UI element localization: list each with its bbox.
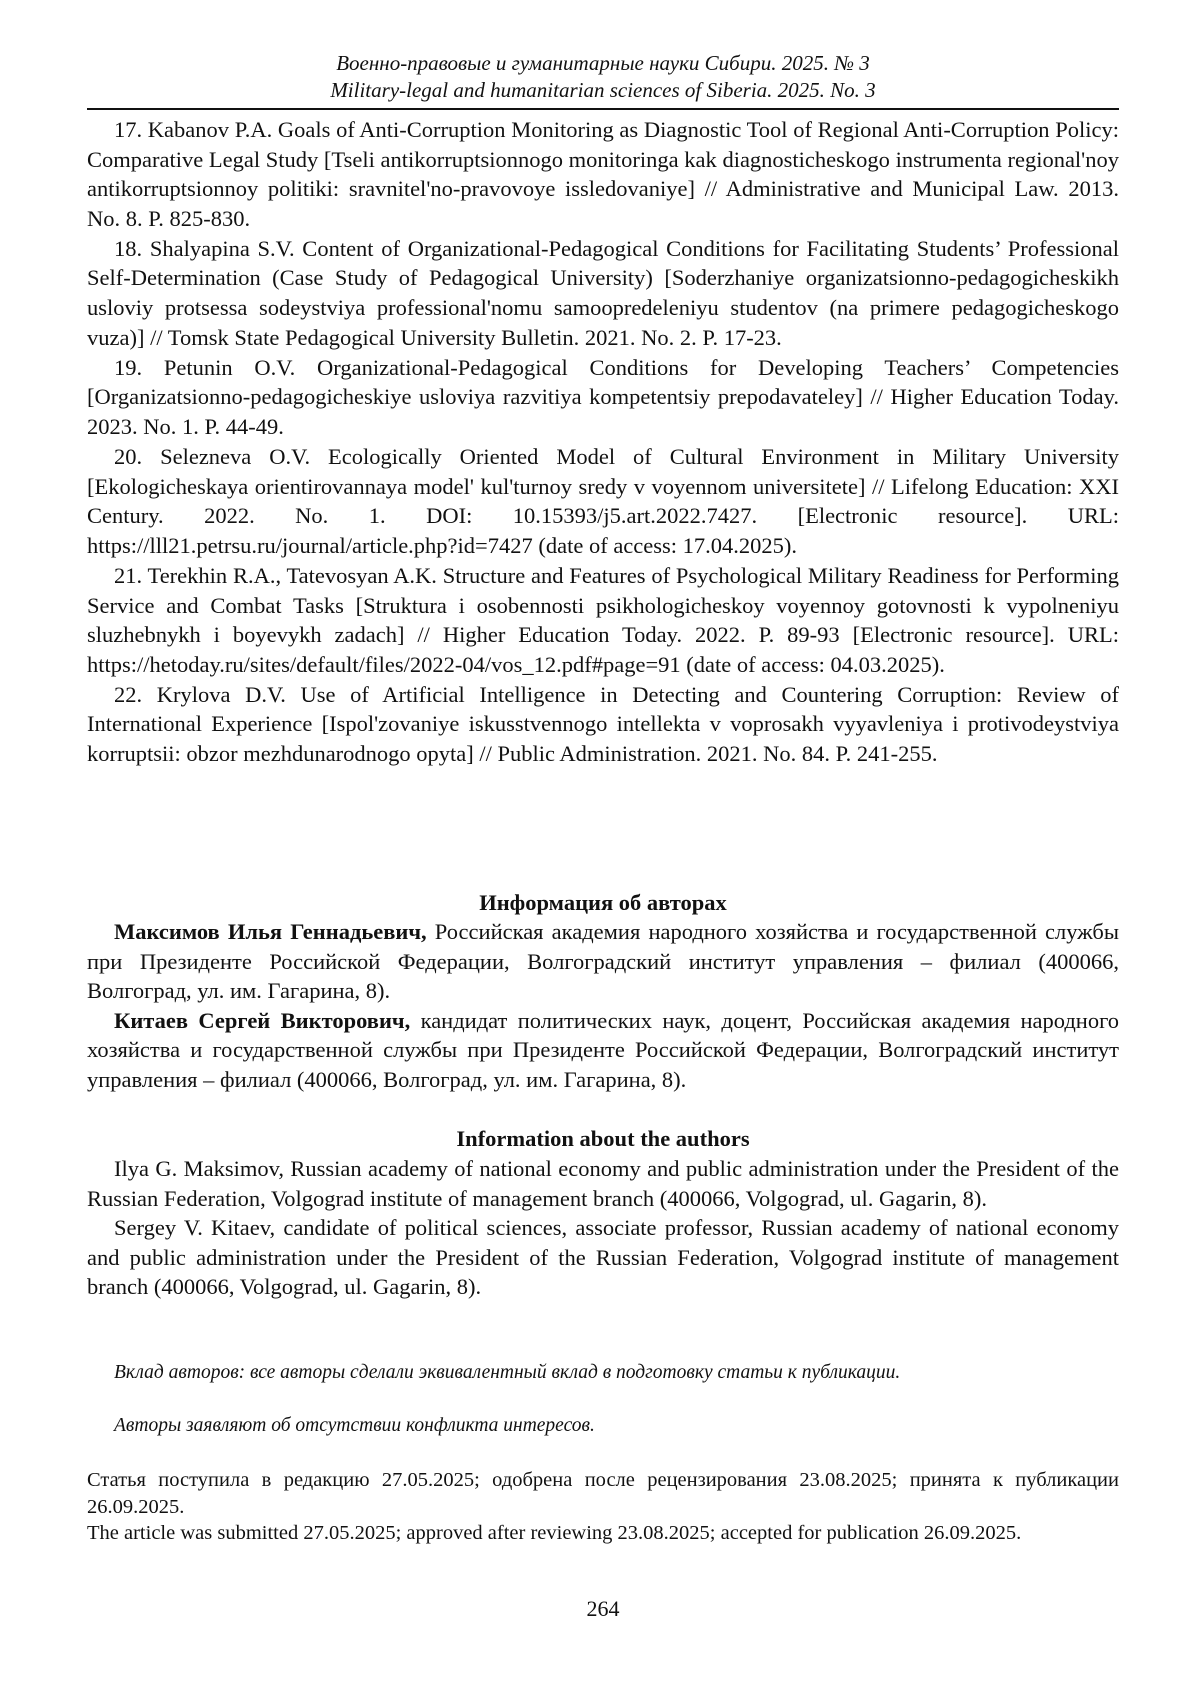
page-number: 264	[586, 1596, 620, 1621]
authors-info-ru-heading: Информация об авторах	[479, 890, 727, 915]
journal-title-en: Military-legal and humanitarian sciences of Siberia. 2025. No. 3	[330, 78, 876, 102]
author-name: Китаев Сергей Викторович,	[114, 1007, 411, 1033]
reference-item: 19. Petunin O.V. Organizational-Pedagogical Conditions for Developing Teachers’ Competencies [Organizatsionno-pedagogicheskiye usloviya razvitiya kompetentsiy prepodavateley] // Higher Education Today. 2023. No. 1. P. 44-49.	[87, 354, 1119, 439]
author-entry	[87, 917, 1119, 1006]
reference-item: 20. Selezneva O.V. Ecologically Oriented Model of Cultural Environment in Military University [Ekologicheskaya orientirovannaya model' kul'turnoy sredy v voyennom universitete] // Lifelong Education: XXI Century. 2022. No. 1. DOI: 10.15393/j5.art.2022.7427. [Electronic resource]. URL: https://lll21.petrsu.ru/journal/article.php?id=7427 (date of access: 17.04.2025).	[87, 444, 1119, 558]
author-details: Российская академия народного хозяйства и государственной службы при Президенте Российской Федерации, Волгоградский институт управления – филиал (400066, Волгоград, ул. им. Гагарина, 8).	[87, 919, 1119, 1004]
conflict-note: Авторы заявляют об отсутствии конфликта интересов.	[114, 1415, 595, 1436]
reference-item: 17. Kabanov P.A. Goals of Anti-Corruption Monitoring as Diagnostic Tool of Regional Anti-Corruption Policy: Comparative Legal Study [Tseli antikorruptsionnogo monitoringa kak diagnosticheskogo instrumenta regional'noy antikorruptsionnoy politiki: sravnitel'no-pravovoye issledovaniye] // Administrative and Municipal Law. 2013. No. 8. P. 825-830.	[87, 117, 1119, 231]
reference-item: 21. Terekhin R.A., Tatevosyan A.K. Structure and Features of Psychological Military Readiness for Performing Service and Combat Tasks [Struktura i osobennosti psikhologicheskoy voyennoy gotovnosti k vypolneniyu sluzhebnykh i boyevykh zadach] // Higher Education Today. 2022. P. 89-93 [Electronic resource]. URL: https://hetoday.ru/sites/default/files/2022-04/vos_12.pdf#page=91 (date of access: 04.03.2025).	[87, 562, 1119, 677]
journal-title-ru: Военно-правовые и гуманитарные науки Сибири. 2025. № 3	[336, 51, 870, 75]
dates-ru: Статья поступила в редакцию 27.05.2025; одобрена после рецензирования 23.08.2025; принята к публикации 26.09.2025.	[87, 1469, 1119, 1518]
running-header	[87, 50, 1119, 104]
header-divider	[87, 108, 1119, 110]
article-dates	[87, 1467, 1119, 1547]
reference-item: 22. Krylova D.V. Use of Artificial Intelligence in Detecting and Countering Corruption: Review of International Experience [Ispol'zovaniye iskusstvennogo intellekta v voprosakh vyyavleniya i protivodeystviya korruptsii: obzor mezhdunarodnogo opyta] // Public Administration. 2021. No. 84. P. 241-255.	[87, 681, 1119, 766]
authors-info-en	[87, 1154, 1119, 1302]
dates-en: The article was submitted 27.05.2025; approved after reviewing 23.08.2025; accepted for publication 26.09.2025.	[87, 1522, 1022, 1544]
authors-info-en-heading: Information about the authors	[456, 1126, 750, 1151]
reference-item: 18. Shalyapina S.V. Content of Organizational-Pedagogical Conditions for Facilitating Students’ Professional Self-Determination (Case Study of Pedagogical University) [Soderzhaniye organizatsionno-pedagogicheskikh usloviy protsessa sodeystviya professional'nomu samoopredeleniyu studentov (na primere pedagogicheskogo vuza)] // Tomsk State Pedagogical University Bulletin. 2021. No. 2. P. 17-23.	[87, 235, 1119, 350]
reference-list	[87, 115, 1119, 769]
author-entry: Sergey V. Kitaev, candidate of political sciences, associate professor, Russian academy of national economy and public administration under the President of the Russian Federation, Volgograd institute of management branch (400066, Volgograd, ul. Gagarin, 8).	[87, 1215, 1119, 1300]
author-name: Максимов Илья Геннадьевич,	[114, 919, 427, 944]
contribution-note: Вклад авторов: все авторы сделали эквивалентный вклад в подготовку статьи к публикации.	[114, 1362, 901, 1383]
author-details: кандидат политических наук, доцент, Российская академия народного хозяйства и государственной службы при Президенте Российской Федерации, Волгоградский институт управления – филиал (400066, Волгоград, ул. им. Гагарина, 8).	[87, 1007, 1119, 1092]
author-entry	[87, 1006, 1119, 1095]
authors-info-ru	[87, 917, 1119, 1095]
author-entry: Ilya G. Maksimov, Russian academy of national economy and public administration under the President of the Russian Federation, Volgograd institute of management branch (400066, Volgograd, ul. Gagarin, 8).	[87, 1156, 1119, 1211]
